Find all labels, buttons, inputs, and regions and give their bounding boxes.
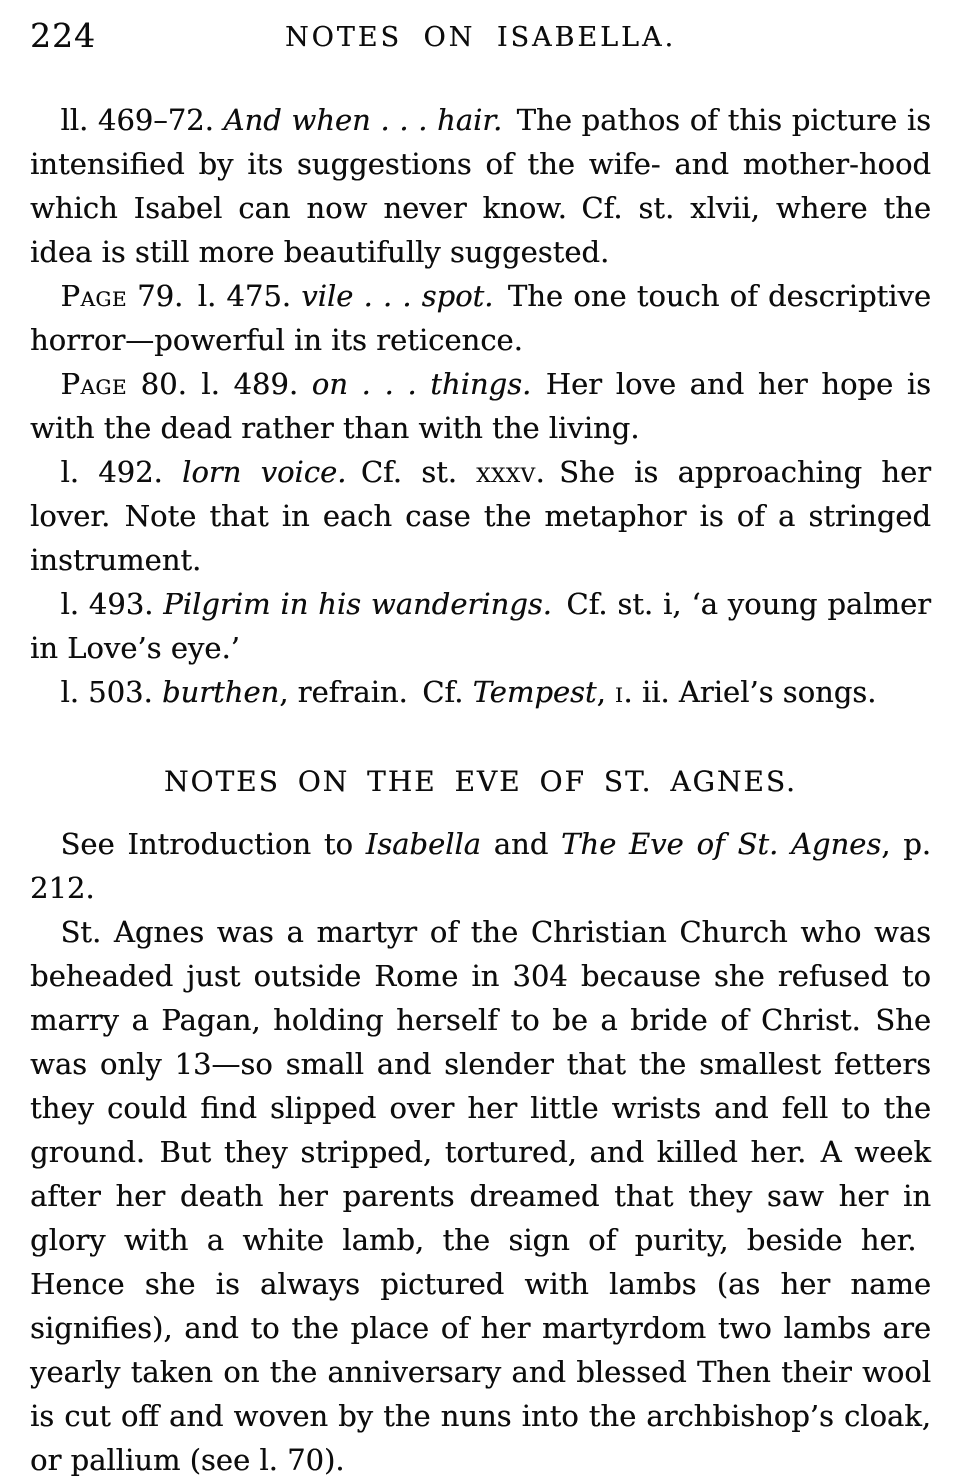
text-segment: 80. l. 489.	[126, 367, 312, 401]
page-text	[30, 98, 931, 1482]
isabella-note-l492	[30, 450, 931, 582]
page-header	[30, 16, 931, 68]
text-segment: Her love and her hope is with the dead rather than with the living.	[30, 367, 931, 445]
text-segment: . She is approaching her lover. Note that in each case the metaphor is of a stringed instrument.	[30, 455, 932, 577]
text-segment: St. Agnes was a martyr of the Christian Church who was beheaded just outside Rome in 304 because she refused to marry a Pagan, holding herself to be a bride of Christ. She was only 13—so small and slender that the smallest fetters they could find slipped over her little wrists and fell to the ground. But they stripped, tortured, and killed her. A week after her death her parents dreamed that they saw her in glory with a white lamb, the sign of purity, beside her. Hence she is always pictured with lambs (as her name signifies), and to the place of her martyrdom two lambs are yearly taken on the anniversary and blessed Then their wool is cut off and woven by the nuns into the archbishop’s cloak, or pallium (see l. 70).	[30, 915, 931, 1477]
text-segment: Cf. st.	[346, 455, 477, 489]
text-segment: Isabella	[365, 827, 481, 861]
text-segment: See Introduction to	[60, 827, 366, 861]
text-segment: Cf. st. i, ‘a young palmer in Love’s eye.’	[30, 587, 931, 665]
text-segment: Pilgrim in his wanderings.	[163, 587, 552, 621]
agnes-note-see-introduction	[30, 822, 931, 910]
isabella-note-ll-469-72	[30, 98, 931, 274]
isabella-note-l493	[30, 582, 931, 670]
text-segment: l. 492.	[60, 455, 183, 489]
text-segment: l. 493.	[60, 587, 164, 621]
text-segment: And when . . . hair.	[223, 103, 503, 137]
page-number: 224	[30, 16, 96, 55]
text-segment: , refrain. Cf.	[279, 675, 473, 709]
text-segment: and	[480, 827, 562, 861]
text-segment: burthen	[161, 675, 280, 709]
running-head-title: NOTES ON ISABELLA.	[284, 22, 677, 53]
text-segment: The pathos of this picture is intensified by its suggestions of the wife- and mother-hood which Isabel can now never know. Cf. st. xlvii, where the idea is still more beautifully suggested.	[30, 103, 931, 269]
text-segment: i	[615, 675, 624, 709]
isabella-note-page80-l489	[30, 362, 931, 450]
text-segment: . ii. Ariel’s songs.	[623, 675, 877, 709]
text-segment: The Eve of St. Agnes	[561, 827, 882, 861]
text-segment: on . . . things.	[311, 367, 532, 401]
section-heading-eve-of-st-agnes: NOTES ON THE EVE OF ST. AGNES.	[164, 765, 797, 798]
text-segment: Page	[60, 367, 127, 401]
text-segment: 79. l. 475.	[126, 279, 302, 313]
text-segment: xxxv	[476, 455, 536, 489]
text-segment: Tempest	[472, 675, 597, 709]
text-segment: , p. 212.	[30, 827, 932, 905]
text-segment: ,	[596, 675, 616, 709]
isabella-note-page79-l475	[30, 274, 931, 362]
text-segment: lorn voice.	[182, 455, 347, 489]
isabella-note-l503	[30, 670, 931, 714]
text-segment: Page	[60, 279, 127, 313]
agnes-note-martyr-history	[30, 910, 931, 1482]
text-segment: vile . . . spot.	[301, 279, 494, 313]
text-segment: ll. 469–72.	[60, 103, 224, 137]
text-segment: l. 503.	[60, 675, 162, 709]
text-segment: The one touch of descriptive horror—powerful in its reticence.	[30, 279, 931, 357]
